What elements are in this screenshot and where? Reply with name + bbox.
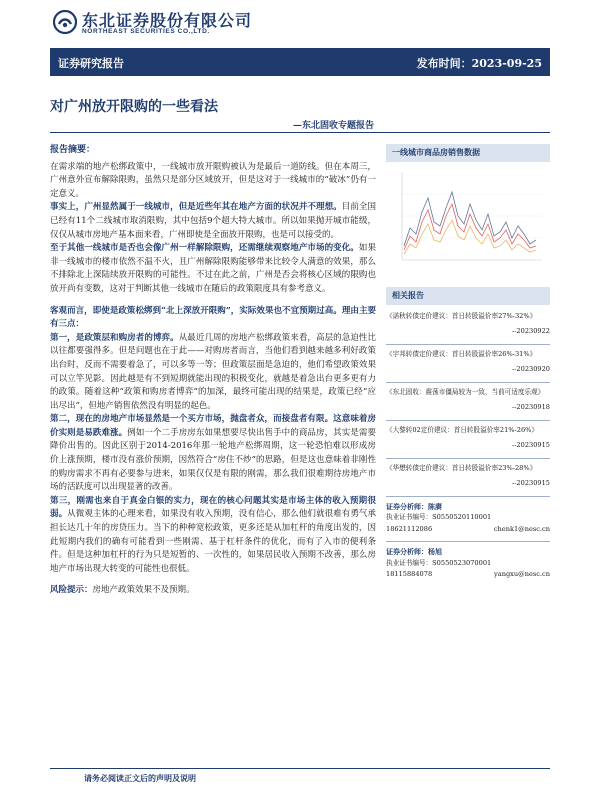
summary-paragraph-3 bbox=[50, 242, 376, 296]
page-subtitle: —东北固收专题报告 bbox=[292, 121, 374, 131]
risk-warning bbox=[50, 584, 376, 598]
analyst-1-phone: 18621112086 bbox=[386, 524, 433, 533]
analyst-2-name: 证券分析师：杨旭 bbox=[386, 547, 442, 556]
summary-paragraph-5 bbox=[50, 332, 376, 414]
p6-body: 例如一个二手房房东如果想要尽快出售手中的商品房，其实是需要降价出售的。因此区别于2014-2016年那一轮地产松绑周期，这一轮恐怕难以形成房价上涨预期，楼市没有涨价预期，因然符合“房住不炒”的思路，但是这也意味着非刚性的购房需求不再有必要参与进来，如果仅仅是有限的刚需，那么我们很难期待房地产市场的活跃度可以出现显著的改善。 bbox=[50, 427, 376, 493]
sales-chart bbox=[386, 164, 550, 274]
company-name-en: NORTHEAST SECURITIES CO.,LTD. bbox=[82, 28, 210, 35]
p5-lead: 第一，是政策层和购房者的博弈。 bbox=[50, 332, 179, 343]
summary-paragraph-2 bbox=[50, 201, 376, 242]
risk-text: 房地产政策效果不及预期。 bbox=[92, 585, 195, 596]
analyst-2-license: 执业证书编号：S0550523070001 bbox=[386, 558, 492, 567]
related-report-5[interactable]: 《华懋转债定价建议：首日转股溢价率23%-28%》 bbox=[386, 463, 537, 472]
p4-lead: 客观而言，即使是政策松绑到“北上深放开限购”，实际效果也不宜预期过高。理由主要有三点： bbox=[50, 305, 376, 330]
summary-heading: 报告摘要： bbox=[50, 145, 96, 155]
summary-paragraph-1: 在需求端的地产松绑政策中，一线城市放开限购被认为是最后一道防线。但在本周三，广州意外宣布解除限购，虽然只是部分区域放开，但是这对于一线城市的“破冰”仍有一定意义。 bbox=[50, 161, 376, 199]
related-report-2[interactable]: 《宇邦转债定价建议：首日转股溢价率26%-31%》 bbox=[386, 349, 537, 358]
related-report-1[interactable]: 《诺秋转债定价建议：首日转股溢价率27%-32%》 bbox=[386, 311, 537, 320]
analyst-2-phone: 18115884078 bbox=[386, 570, 433, 578]
footer-disclaimer: 请务必阅读正文后的声明及说明 bbox=[84, 773, 196, 783]
related-report-2-date: --20230920 bbox=[511, 365, 550, 373]
risk-label: 风险提示： bbox=[50, 585, 93, 596]
summary-paragraph-7 bbox=[50, 495, 376, 577]
p6-lead: 第二，现在的房地产市场显然是一个买方市场，抛盘者众，而接盘者有限。这意味着房价实则是易跌难涨。 bbox=[50, 414, 376, 438]
related-report-1-date: --20230922 bbox=[511, 327, 550, 335]
report-summary bbox=[50, 144, 376, 598]
title-divider bbox=[50, 132, 550, 133]
chart-title: 一线城市商品房销售数据 bbox=[386, 144, 550, 162]
sidebar bbox=[386, 144, 550, 581]
analyst-1-name: 证券分析师：陈赓 bbox=[386, 501, 442, 511]
related-report-5-date: --20230915 bbox=[511, 479, 550, 487]
analyst-1-license: 执业证书编号：S0550520110001 bbox=[386, 513, 492, 521]
p5-body: 从最近几周的房地产松绑政策来看，高层的急迫性比以往都要强得多。但是问题也在于此——对购房者而言，当他们看到越来越多利好政策出台时，反而不需要着急了，可以多等一等；但政策层面是急迫的，他们希望政策效果可以立竿见影。因此越是有不到短期就能出现的积极变化，就越是着急出台更多更有力的政策。随着这种“政策和购房者博弈”的加深，最终可能出现的结果是，政策已经“应出尽出”，但地产销售依然没有明显的起色。 bbox=[50, 332, 376, 411]
related-reports-title: 相关报告 bbox=[386, 287, 550, 305]
p7-lead: 第三，刚需也来自于真金白银的实力，现在的核心问题其实是市场主体的收入预期很弱。 bbox=[50, 495, 376, 520]
p3-lead: 至于其他一线城市是否也会像广州一样解除限购，还需继续观察地产市场的变化。 bbox=[50, 243, 359, 254]
p3-body: 如果非一线城市的楼市依然不温不火，且广州解除限购能够带来比较令人满意的效果，那么不排除北上深陆续放开限购的可能性。不过在此之前，广州是否会将核心区域的限购也放开尚有变数，这对于判断其他一线城市在随后的政策限度具有参考意义。 bbox=[50, 243, 376, 294]
summary-paragraph-6 bbox=[50, 413, 376, 495]
publish-date: 发布时间：2023-09-25 bbox=[416, 57, 542, 70]
analyst-card-1 bbox=[386, 496, 550, 536]
report-banner bbox=[50, 48, 550, 76]
analyst-1-email[interactable]: chenk1@nesc.cn bbox=[493, 524, 550, 533]
analyst-2-email[interactable]: yangxu@nesc.cn bbox=[494, 570, 550, 578]
footer-divider bbox=[50, 768, 550, 769]
analyst-card-2 bbox=[386, 541, 550, 581]
page-title: 对广州放开限购的一些看法 bbox=[50, 99, 218, 115]
related-report-4-date: --20230915 bbox=[511, 441, 550, 449]
p2-body: 目前全国已经有11个二线城市取消限购，其中包括9个超大特大城市。所以如果抛开城市能级，仅仅从城市房地产基本面来看，广州即使是全面放开限购，也是可以接受的。 bbox=[50, 202, 376, 240]
related-report-4[interactable]: 《大黎转02定价建议：首日转股溢价率21%-26%》 bbox=[386, 425, 539, 434]
p7-body: 从微观主体的心理来看，如果没有收入预期，没有信心，那么他们就很难有勇气承担长达几十年的房贷压力。当下的种种宽松政策，更多还是从加杠杆的角度出发的，因此短期内我们的确有可能看到一些刚需、基于杠杆条件的优化，而有了入市的便利条件。但是这种加杠杆的行为只是短暂的、一次性的，如果居民收入预期不改善，那么房地产市场出现大转变的可能性也很低。 bbox=[50, 509, 376, 574]
related-report-3-date: --20230918 bbox=[511, 403, 550, 411]
report-category: 证券研究报告 bbox=[58, 57, 124, 70]
summary-paragraph-4 bbox=[50, 305, 376, 332]
company-logo-icon bbox=[53, 10, 77, 34]
related-report-3[interactable]: 《东北固收：震荡市僵局较为一致，当前可适度乐观》 bbox=[386, 387, 545, 396]
company-name-cn: 东北证券股份有限公司 bbox=[82, 11, 253, 30]
related-reports bbox=[386, 311, 550, 490]
p2-lead: 事实上，广州显然属于一线城市，但是近些年其在地产方面的状况并不理想。 bbox=[50, 202, 342, 213]
